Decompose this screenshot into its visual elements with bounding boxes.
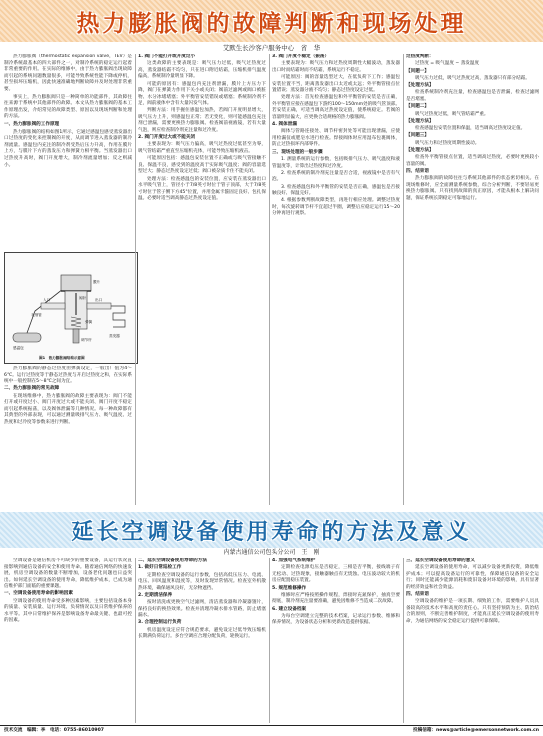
section-heading: 2. 阀门开度过大或不能关闭 bbox=[138, 135, 196, 141]
paragraph: 热力膨胀阀的静态过热度由弹簧设定，一般出厂值为4～6℃。运行过热度等于静态过热度与开启过热度之和，在实际系统中一般控制在5～8℃之间为宜。 bbox=[4, 366, 132, 384]
paragraph: 主要表现为：吸气压力偏高，吸气过热度过低甚至为零，吸气管结霜严重直至压缩机壳体，可能导致压缩机液击。 bbox=[138, 142, 266, 154]
section-heading: 一、热力膨胀阀的工作原理 bbox=[4, 121, 60, 127]
solution-heading: 【处理方法】 bbox=[406, 118, 434, 124]
section-heading: 一、空调设备使用寿命的影响因素 bbox=[4, 591, 73, 597]
valve-head-shape bbox=[61, 275, 91, 291]
section-heading: 过热度判断： bbox=[406, 54, 434, 59]
paragraph: 空调设备的维护是一项长期、细致的工作，需要维护人员具备较高的技术水平和高度的责任心。只有坚持预防为主、防治结合的原则，不断完善维护制度，才能真正延长空调设备的使用寿命，为通信网络的安全稳定运行提供可靠保障。 bbox=[406, 599, 539, 624]
figure-label: 感温包 bbox=[13, 346, 24, 350]
article2-column-2 bbox=[138, 558, 266, 723]
column-divider bbox=[403, 54, 404, 505]
article2-column-1 bbox=[4, 558, 132, 723]
paragraph: 按时清洗或更换空气过滤网，清洁蒸发器和冷凝器翅片，保持良好的换热效果。检查并清理冷凝水排水管路，防止堵塞漏水。 bbox=[138, 600, 266, 619]
paragraph: 为每台空调建立完整的技术档案，记录运行参数、维修和保养情况，为设备状态分析和更新改造提供依据。 bbox=[272, 613, 400, 626]
subsection-heading: 2. 定期清洁保养 bbox=[138, 592, 173, 598]
figure-label: 阀针 bbox=[79, 296, 87, 300]
paragraph: 在现场维修中，热力膨胀阀的故障主要表现为：阀门不能打开或开度过小、阀门开度过大或不能关闭、阀门开度不稳定而引起系统振荡，以及阀体泄漏等几种情况。每一种故障都有其典型的外部表现，可以通过测量吸排气压力、吸气温度、过热度和过冷度等参数来进行判断。 bbox=[4, 393, 132, 425]
subsection-heading: 6. 建立设备档案 bbox=[272, 606, 307, 612]
figure-caption: 图1 热力膨胀阀结构示意图 bbox=[39, 356, 85, 360]
subsection-heading: 1. 做好日常巡检工作 bbox=[138, 565, 182, 571]
section-heading: 三、现场处理的一般步骤 bbox=[272, 149, 323, 155]
section-heading: 二、延长空调设备使用寿命的方法 bbox=[138, 558, 207, 563]
article1-column-3 bbox=[272, 54, 400, 505]
article2-title-banner bbox=[0, 512, 543, 548]
paragraph: 热力膨胀阀的故障往往与系统其他部件的状态密切相关。在现场维修时，应全面测量系统参数，综合分析判断，不要轻易更换热力膨胀阀。只有找到故障的真正原因，才能从根本上解决问题，保证系统长期稳定可靠地运行。 bbox=[406, 176, 539, 201]
paragraph: 可能原因：阀的容量选型过大，在低负荷下工作；感温包安装位置不当，距离蒸发器出口太近或太远；外平衡管接点位置错误；蒸发器分液不均匀；静态过热度设定过低。 bbox=[272, 75, 400, 94]
paragraph: 吸气压力过低，吸气过热度过高，蒸发器只有部分结霜。 bbox=[415, 75, 530, 81]
paragraph: 可能原因包括：感温包安装位置不正确或与吸气管接触不良、保温不良，感受到的温度高于实际吸气温度；阀的容量选型过大；静态过热度设定过低；阀口被杂质卡住不能关闭。 bbox=[138, 156, 266, 175]
paragraph: 吸气过热度过低，吸气管结霜严重。 bbox=[415, 111, 489, 117]
article2-column-3 bbox=[272, 558, 400, 723]
paragraph: 阀体与管路连接处、调节杆密封处等可能出现泄漏，应使用检漏仪或肥皂水进行检查。焊接阀体时应用湿布包裹阀体，防止过热损坏内部零件。 bbox=[272, 129, 400, 148]
article2-title: 延长空调设备使用寿命的方法及意义 bbox=[71, 518, 472, 545]
paragraph: 空调设备是通信机房不可缺少的重要设备，其运行状况直接影响到通信设备的安全和使用寿命。随着通信网络的快速发展，机房空调设备的数量不断增加，设备老化问题也日益突出。如何延长空调设备的使用寿命，降低维护成本，已成为通信维护部门面临的重要课题。 bbox=[4, 558, 132, 589]
formula-line: 过热度 = 吸气温度 − 蒸发温度 bbox=[415, 61, 480, 67]
paragraph: 主要表现为：吸气压力和过热度周期性大幅波动，蒸发器出口时而结霜时而不结霜，系统运行不稳定。 bbox=[272, 61, 400, 73]
figure-label: 出口 bbox=[95, 298, 103, 302]
paragraph: 3. 检查感温包和外平衡管的安装是否正确，感温包是否接触良好、保温完好。 bbox=[272, 184, 400, 197]
article2-byline: 内蒙古通信公司包头分公司 王 刚 bbox=[223, 549, 320, 556]
section-heading: 4. 阀体泄漏 bbox=[272, 122, 297, 128]
article1-intro bbox=[4, 54, 132, 254]
paragraph: 检查系统制冷剂充注量，检查感温包是否泄漏，检查过滤网是否堵塞。 bbox=[406, 90, 539, 102]
paragraph: 吸气压力和过热度周期性波动。 bbox=[415, 140, 480, 146]
paragraph: 这类故障的主要表现是：吸气压力过低，吸气过热度过高，蒸发器结霜不均匀，只在进口附近结霜，压缩机排气温度偏高，系统制冷量明显下降。 bbox=[138, 61, 266, 80]
solution-heading: 【处理方法】 bbox=[406, 148, 434, 154]
paragraph: 定期检查空调设备的运行参数，包括高低压压力、电流、电压、回风温度和湿度等，及时发现异常情况。检查室外机散热环境，确保通风良好，无杂物遮挡。 bbox=[138, 572, 266, 591]
article1-column-4 bbox=[406, 54, 539, 505]
paragraph: 热力膨胀阀的结构如图1所示，它通过感温包感受蒸发器出口过热度的变化来控制阀的开度，从而调节进入蒸发器的制冷剂流量。感温包内充注的制冷剂受热后压力升高，作用在膜片上方，与膜片下方的蒸发压力和弹簧力相平衡。当蒸发器出口过热度升高时，阀门开度增大，制冷剂流量增加；反之则减小。 bbox=[4, 129, 132, 168]
paragraph: 延长空调设备的使用寿命，可以减少设备更新投资，降低维护成本；可以提高设备运行的可靠性，保障通信设备的安全运行；同时还能减少能源消耗和废旧设备对环境的影响，具有显著的经济效益和社会效益。 bbox=[406, 565, 539, 590]
paragraph: 可能的原因有：感温包内充注剂泄漏，膜片上方压力下降，阀门在弹簧力作用下关小或关闭；阀前过滤网或阀口被脏物、水分冰堵堵塞；外平衡管安装错误或堵塞；系统制冷剂不足，阀前液体中含有大量闪发气体。 bbox=[138, 81, 266, 107]
paragraph: 定期检查电源电压是否稳定，三相是否平衡，接线端子有无松动、过热现象，接触器触点有无烧蚀。电压波动较大的机房应配置稳压装置。 bbox=[272, 565, 400, 584]
paragraph: 处理方法：首先检查感温包和外平衡管的安装是否正确，外平衡管应接在感温包下游约100～150mm处的吸气管顶部。若安装正确，可适当调高过热度设定值，使系统稳定。若阀的容量明显偏大，应更换合适规格的热力膨胀阀。 bbox=[272, 95, 400, 120]
section-heading: 四、结束语 bbox=[406, 169, 429, 175]
paragraph: 维修时应严格按照操作规程，焊接时充氮保护，抽真空要彻底，制冷剂充注量要准确，避免因维修不当造成二次故障。 bbox=[272, 592, 400, 605]
adjusting-stem-shape bbox=[73, 329, 79, 343]
paragraph: 1. 测量系统的运行参数，包括吸排气压力、吸气温度和液管温度等，计算出过热度和过冷度。 bbox=[272, 157, 400, 169]
figure-label: 毛细管 bbox=[31, 313, 42, 317]
paragraph: 空调设备的使用寿命受多种因素影响，主要包括设备本身的质量、安装质量、运行环境、负荷情况以及日常维护保养的水平等。其中日常维护保养是影响设备寿命最关键、也最可控的因素。 bbox=[4, 598, 132, 624]
section-heading: 四、结束语 bbox=[406, 592, 429, 598]
section-heading: 三、延长空调设备使用寿命的意义 bbox=[406, 558, 475, 563]
capillary-tube-shape bbox=[27, 289, 63, 333]
solution-heading: 【处理方法】 bbox=[406, 83, 434, 89]
column-divider bbox=[269, 558, 270, 723]
footer-right: 投稿信箱：news@article@emersonnetwork.com.cn bbox=[413, 728, 539, 733]
article1-column-2 bbox=[138, 54, 266, 505]
paragraph: 事实上，热力膨胀阀只是一种简单的功能部件，其故障往往来源于系统中其他部件的故障。本文从热力膨胀阀的基本工作原理出发，介绍常见的故障类型、原因以及现场判断和处理的方法。 bbox=[4, 94, 132, 120]
paragraph: 判断方法：用手握住感温包加热，若阀门开度明显增大，吸气压力上升，则感温包正常；若无变化，则可能感温包充注剂已泄漏，需要更换热力膨胀阀。检查阀前视液镜，若有大量气泡，则应检查制冷剂充注量和过冷度。 bbox=[138, 108, 266, 133]
figure-label: 弹簧 bbox=[85, 320, 93, 324]
footer-left: 技术交流 编辑：李 电话：0755-86010907 bbox=[4, 728, 104, 733]
paragraph: 检查感温包安装位置和保温，适当调高过热度设定值。 bbox=[415, 126, 526, 132]
section-heading: 1. 阀门不能打开或开度过小 bbox=[138, 54, 196, 59]
subsection-heading: 3. 合理控制运行负荷 bbox=[138, 620, 182, 626]
valve-diagram-svg bbox=[5, 253, 137, 363]
sensing-bulb-shape bbox=[13, 333, 41, 342]
outlet-pipe-shape bbox=[87, 303, 111, 309]
subsection-heading: 4. 加强电气系统维护 bbox=[272, 558, 316, 563]
article1-title-banner bbox=[0, 0, 543, 42]
paragraph: 4. 根据参数判断故障类型，再进行相应处理。调整过热度时，每次旋转调节杆不宜超过半圈，调整后应稳定运行15～20分钟再进行观察。 bbox=[272, 198, 400, 217]
column-divider bbox=[135, 54, 136, 505]
problem-heading: 【问题二】 bbox=[406, 104, 429, 110]
evaporator-coil-shape bbox=[111, 306, 125, 327]
paragraph: 机房温度设定应符合规范要求，避免设定过低导致压缩机长期满负荷运行。多台空调应合理分配负荷，轮换运行。 bbox=[138, 627, 266, 640]
paragraph: 2. 检查系统的制冷剂充注量是否合适，视液镜中是否有气泡。 bbox=[272, 170, 400, 183]
article1-column-1-lower bbox=[4, 366, 132, 505]
figure-label: 入口 bbox=[43, 298, 51, 302]
figure-label: 调节杆 bbox=[81, 338, 92, 342]
inlet-pipe-shape bbox=[41, 303, 65, 309]
column-divider bbox=[269, 54, 270, 505]
article1-title: 热力膨胀阀的故障判断和现场处理 bbox=[76, 10, 467, 37]
paragraph: 处理方法：检查感温包的安装位置，应安装在蒸发器出口水平吸气管上，管径小于7/8英寸时位于管子顶部，大于7/8英寸时位于管子侧下方45°位置，并用金属卡箍固定良好、包扎保温。必要时适当调高静态过热度设定值。 bbox=[138, 176, 266, 202]
page-footer bbox=[0, 725, 543, 736]
article1-byline: 艾默生长沙客户服务中心 省 华 bbox=[222, 44, 321, 52]
subsection-heading: 5. 规范维修操作 bbox=[272, 585, 307, 591]
problem-heading: 【问题三】 bbox=[406, 133, 429, 139]
column-divider bbox=[403, 558, 404, 723]
section-heading: 3. 阀门开度不稳定（振荡） bbox=[272, 54, 330, 59]
section-heading: 二、热力膨胀阀的常见故障 bbox=[4, 386, 60, 392]
figure-label: 膜片 bbox=[93, 280, 101, 284]
paragraph: 热力膨胀阀（thermostatic expansion valve，TEV）是制冷系统最基本的四大部件之一，对制冷系统的稳定运行起着非常重要的作用。在实际的维修中，由于热力膨胀阀出现故障而引起的系统问题数量很多，可能导致系统性能下降或停机，甚至损坏压缩机，因此快速准确地判断故障并及时处理非常重要。 bbox=[4, 54, 132, 92]
column-divider bbox=[135, 558, 136, 723]
expansion-valve-figure bbox=[4, 252, 138, 364]
problem-heading: 【问题一】 bbox=[406, 68, 429, 74]
figure-label: 蒸发器 bbox=[109, 334, 120, 338]
article2-column-4 bbox=[406, 558, 539, 723]
paragraph: 检查外平衡管接点位置，适当调高过热度，必要时更换较小容量的阀。 bbox=[406, 155, 539, 167]
